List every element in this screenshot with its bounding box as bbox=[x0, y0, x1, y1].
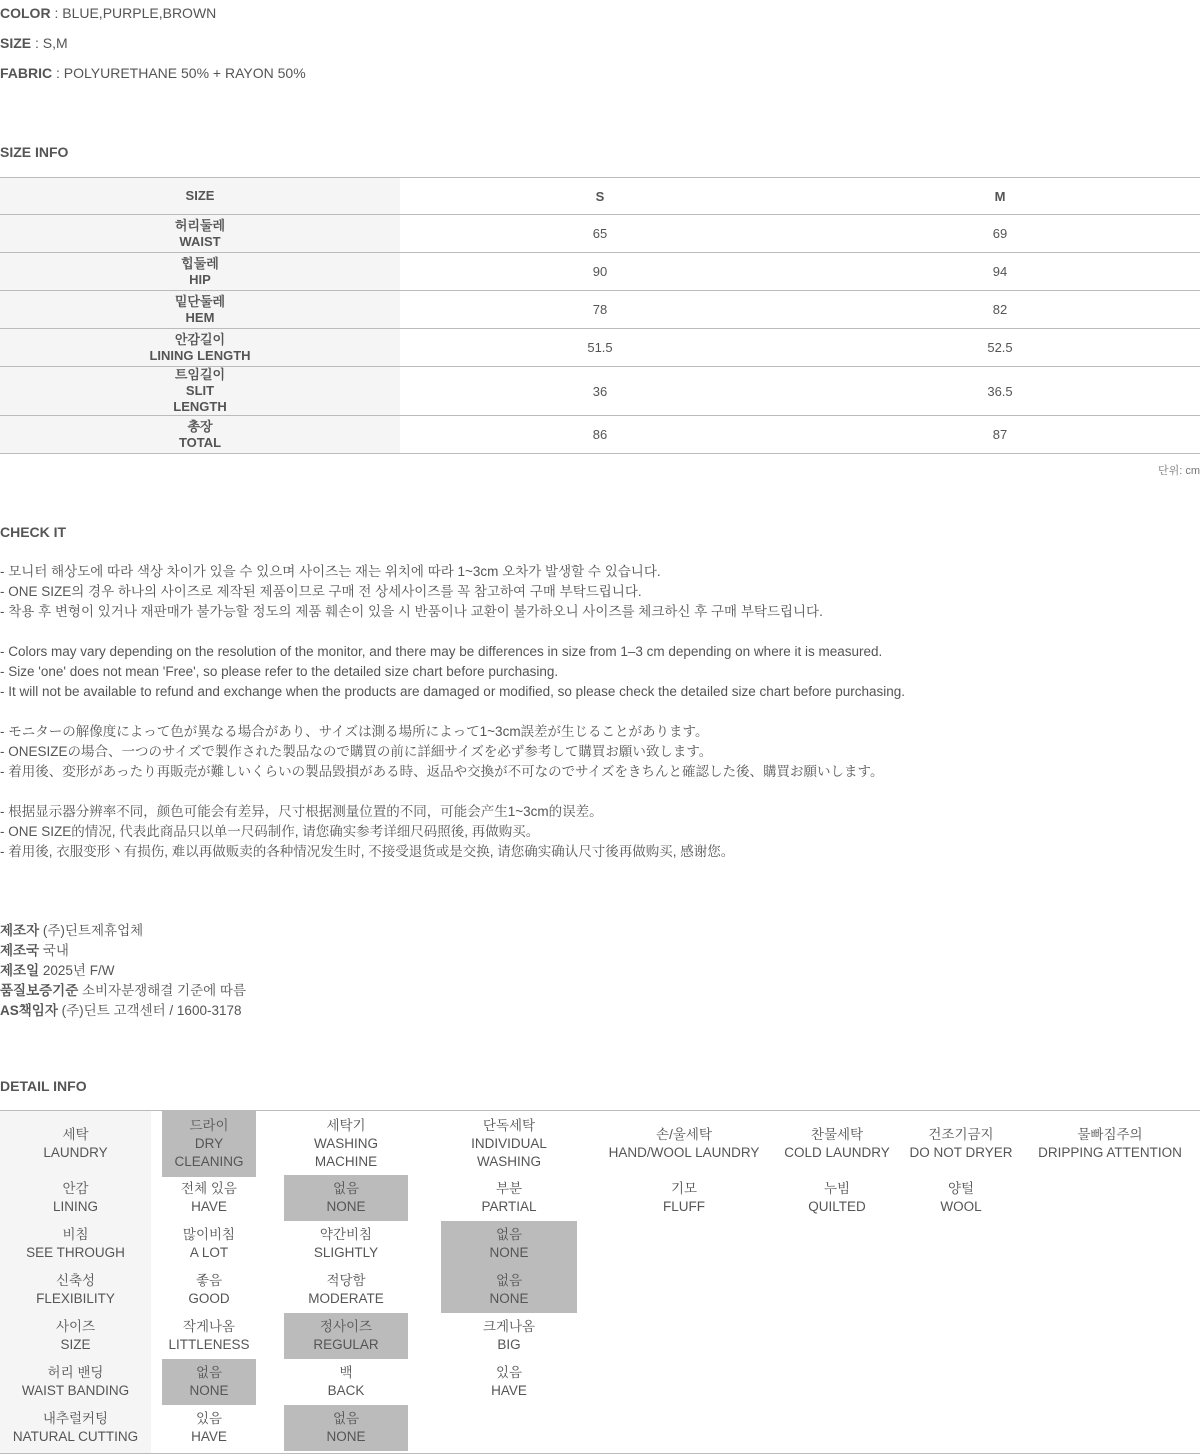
detail-label-ko: 단독세탁 bbox=[482, 1118, 536, 1133]
detail-label-en: BIG bbox=[497, 1337, 521, 1352]
detail-label-en: SEE THROUGH bbox=[26, 1245, 125, 1260]
detail-cell-selected bbox=[284, 1175, 408, 1221]
detail-row-header bbox=[0, 1359, 151, 1405]
manufacturer-line bbox=[0, 941, 246, 961]
detail-cell bbox=[162, 1313, 256, 1359]
check-it-line: - ONE SIZE的情况, 代表此商品只以单一尺码制作, 请您确实参考详细尺码照後, 再做购买。 bbox=[0, 824, 540, 839]
detail-label-en: QUILTED bbox=[808, 1199, 866, 1214]
detail-cell bbox=[441, 1175, 577, 1221]
detail-label-ko: 약간비침 bbox=[319, 1227, 373, 1242]
size-row-label-en: LENGTH bbox=[173, 399, 227, 414]
size-header-label: SIZE bbox=[0, 178, 400, 215]
check-it-notes bbox=[0, 562, 905, 862]
detail-label-ko: 누빔 bbox=[823, 1181, 851, 1196]
detail-row-header bbox=[0, 1405, 151, 1451]
detail-row-header bbox=[0, 1313, 151, 1359]
detail-cell bbox=[284, 1359, 408, 1405]
detail-label-ko: 정사이즈 bbox=[319, 1319, 373, 1334]
detail-label-ko: 없음 bbox=[195, 1365, 223, 1380]
detail-row-header bbox=[0, 1175, 151, 1221]
size-row-label-ko: 밑단둘레 bbox=[174, 293, 226, 309]
size-header-s: S bbox=[400, 178, 800, 215]
size-row-label-en: HIP bbox=[189, 271, 211, 287]
check-it-line: - 착용 후 변형이 있거나 재판매가 불가능할 정도의 제품 훼손이 있을 시 반품이나 교환이 불가하오니 사이즈를 체크하신 후 구매 부탁드립니다. bbox=[0, 604, 823, 619]
detail-label-ko: 비침 bbox=[62, 1227, 89, 1242]
detail-cell bbox=[902, 1111, 1020, 1177]
size-table-header bbox=[0, 178, 1200, 215]
detail-label-en: DRY bbox=[194, 1136, 224, 1151]
detail-cell bbox=[162, 1221, 256, 1267]
spec-label: FABRIC bbox=[0, 65, 53, 81]
detail-cell bbox=[284, 1267, 408, 1313]
detail-label-en: PARTIAL bbox=[481, 1199, 537, 1214]
check-it-line: - 着用後、変形があったり再販売が難しいくらいの製品毀損がある時、返品や交換が不可なのでサイズをきちんと確認した後、購買お願いします。 bbox=[0, 764, 884, 779]
detail-label-en: A LOT bbox=[189, 1245, 229, 1260]
size-row-label-en: WAIST bbox=[179, 233, 221, 249]
manufacturer-label: 제조자 bbox=[0, 923, 40, 938]
detail-label-en: HAVE bbox=[491, 1383, 527, 1398]
detail-label-en: NONE bbox=[489, 1245, 529, 1260]
detail-info-title: DETAIL INFO bbox=[0, 1078, 87, 1094]
check-it-line bbox=[0, 702, 905, 722]
spec-color bbox=[0, 5, 216, 21]
size-value-m: 87 bbox=[800, 416, 1200, 454]
detail-label-ko: 있음 bbox=[495, 1365, 523, 1380]
size-row-label bbox=[0, 253, 400, 291]
check-it-line: - It will not be available to refund and exchange when the products are damaged or modified, so please check the detailed size chart before purchasing. bbox=[0, 684, 906, 699]
detail-label-en: DO NOT DRYER bbox=[909, 1145, 1013, 1160]
size-row-label bbox=[0, 416, 400, 454]
size-value-s: 65 bbox=[400, 215, 800, 253]
size-row-label-ko: 허리둘레 bbox=[174, 217, 226, 233]
detail-label-ko: 좋음 bbox=[195, 1273, 223, 1288]
detail-cell bbox=[902, 1175, 1020, 1221]
detail-label-ko: 부분 bbox=[495, 1181, 523, 1196]
detail-label-ko: 신축성 bbox=[55, 1273, 96, 1288]
size-row-label-en: LINING LENGTH bbox=[149, 347, 251, 363]
detail-label-en: BACK bbox=[327, 1383, 365, 1398]
detail-label-en: MODERATE bbox=[308, 1291, 384, 1306]
detail-label-ko: 없음 bbox=[495, 1273, 523, 1288]
size-value-m: 82 bbox=[800, 291, 1200, 329]
check-it-line: - ONESIZEの場合、一つのサイズで製作された製品なので購買の前に詳細サイズを必ず参考して購買お願い致します。 bbox=[0, 744, 713, 759]
size-value-s: 36 bbox=[400, 367, 800, 416]
detail-label-en: NATURAL CUTTING bbox=[12, 1429, 139, 1444]
spec-value: : S,M bbox=[31, 35, 68, 51]
unit-note: 단위: cm bbox=[1157, 465, 1200, 477]
detail-label-en: HAND/WOOL LAUNDRY bbox=[608, 1145, 760, 1160]
detail-cell-selected bbox=[162, 1111, 256, 1177]
check-it-line: - ONE SIZE의 경우 하나의 사이즈로 제작된 제품이므로 구매 전 상세사이즈를 꼭 참고하여 구매 부탁드립니다. bbox=[0, 584, 642, 599]
spec-label: COLOR bbox=[0, 5, 51, 21]
check-it-title: CHECK IT bbox=[0, 524, 67, 540]
check-it-line bbox=[0, 622, 905, 642]
detail-label-ko: 세탁기 bbox=[326, 1118, 366, 1133]
detail-label-ko: 사이즈 bbox=[55, 1319, 96, 1334]
spec-size bbox=[0, 35, 68, 51]
manufacturer-line bbox=[0, 921, 246, 941]
size-row-label bbox=[0, 291, 400, 329]
detail-label-en: INDIVIDUAL WASHING bbox=[471, 1136, 547, 1169]
detail-label-en: NONE bbox=[326, 1429, 366, 1444]
detail-cell bbox=[162, 1405, 256, 1451]
detail-label-ko: 내추럴커팅 bbox=[42, 1411, 109, 1426]
size-info-title: SIZE INFO bbox=[0, 144, 69, 160]
detail-label-ko: 물빠짐주의 bbox=[1077, 1127, 1143, 1142]
detail-label-en: CLEANING bbox=[174, 1154, 244, 1169]
spec-label: SIZE bbox=[0, 35, 32, 51]
detail-cell bbox=[775, 1175, 899, 1221]
detail-label-ko: 많이비침 bbox=[182, 1227, 236, 1242]
detail-row-header bbox=[0, 1111, 151, 1177]
manufacturer-label: 품질보증기준 bbox=[0, 983, 79, 998]
size-value-s: 51.5 bbox=[400, 329, 800, 367]
detail-label-ko: 양털 bbox=[947, 1181, 975, 1196]
manufacturer-value: 소비자분쟁해결 기준에 따름 bbox=[78, 983, 246, 998]
detail-info-grid bbox=[0, 1110, 1200, 1454]
size-value-m: 94 bbox=[800, 253, 1200, 291]
detail-label-ko: 작게나옴 bbox=[182, 1319, 236, 1334]
check-it-line: - 根据显示器分辨率不同，颜色可能会有差异，尺寸根据测量位置的不同，可能会产生1~3cm的误差。 bbox=[0, 804, 603, 819]
detail-label-en: REGULAR bbox=[313, 1337, 379, 1352]
detail-label-en: FLEXIBILITY bbox=[36, 1291, 115, 1306]
spec-value: : BLUE,PURPLE,BROWN bbox=[50, 5, 217, 21]
check-it-line bbox=[0, 782, 905, 802]
size-row-label-ko: 안감길이 bbox=[174, 331, 226, 347]
spec-value: : POLYURETHANE 50% + RAYON 50% bbox=[52, 65, 306, 81]
size-row-label-ko: 트임길이 bbox=[174, 367, 226, 382]
detail-row-header bbox=[0, 1267, 151, 1313]
manufacturer-label: 제조일 bbox=[0, 963, 40, 978]
detail-label-en: COLD LAUNDRY bbox=[784, 1145, 890, 1160]
manufacturer-info bbox=[0, 921, 246, 1021]
detail-cell bbox=[162, 1267, 256, 1313]
size-row-label-en: SLIT bbox=[185, 383, 215, 398]
manufacturer-line bbox=[0, 961, 246, 981]
detail-label-en: WAIST BANDING bbox=[21, 1383, 130, 1398]
detail-cell-selected bbox=[441, 1221, 577, 1267]
size-row-label-ko: 힙둘레 bbox=[181, 255, 219, 271]
size-table-row bbox=[0, 329, 1200, 367]
detail-label-ko: 세탁 bbox=[62, 1127, 89, 1142]
detail-label-ko: 전체 있음 bbox=[181, 1181, 237, 1196]
size-row-label-en: TOTAL bbox=[178, 434, 222, 450]
size-value-s: 90 bbox=[400, 253, 800, 291]
detail-label-en: SIZE bbox=[60, 1337, 91, 1352]
detail-label-ko: 기모 bbox=[670, 1181, 698, 1196]
size-row-label bbox=[0, 367, 400, 416]
detail-cell-selected bbox=[284, 1313, 408, 1359]
manufacturer-value: 국내 bbox=[39, 943, 69, 958]
spec-fabric bbox=[0, 65, 306, 81]
check-it-line: - Colors may vary depending on the resolution of the monitor, and there may be differences in size from 1–3 cm depending on where it is measured. bbox=[0, 644, 883, 659]
size-table bbox=[0, 177, 1200, 454]
size-row-label bbox=[0, 215, 400, 253]
detail-cell bbox=[441, 1313, 577, 1359]
detail-cell bbox=[441, 1111, 577, 1177]
check-it-line: - Size 'one' does not mean 'Free', so please refer to the detailed size chart before purchasing. bbox=[0, 664, 559, 679]
manufacturer-label: 제조국 bbox=[0, 943, 40, 958]
detail-cell bbox=[594, 1175, 774, 1221]
manufacturer-line bbox=[0, 981, 246, 1001]
detail-cell bbox=[775, 1111, 899, 1177]
size-table-row bbox=[0, 367, 1200, 416]
detail-label-en: NONE bbox=[189, 1383, 229, 1398]
size-value-s: 86 bbox=[400, 416, 800, 454]
detail-label-en: NONE bbox=[326, 1199, 366, 1214]
size-table-row bbox=[0, 253, 1200, 291]
manufacturer-label: AS책임자 bbox=[0, 1003, 58, 1018]
detail-cell bbox=[162, 1175, 256, 1221]
size-value-m: 69 bbox=[800, 215, 1200, 253]
detail-label-ko: 찬물세탁 bbox=[810, 1127, 864, 1142]
detail-label-ko: 허리 밴딩 bbox=[47, 1365, 104, 1380]
size-row-label-en: HEM bbox=[185, 309, 215, 325]
detail-label-en: SLIGHTLY bbox=[313, 1245, 379, 1260]
detail-label-ko: 있음 bbox=[195, 1411, 223, 1426]
detail-cell-selected bbox=[284, 1405, 408, 1451]
detail-label-ko: 없음 bbox=[332, 1411, 360, 1426]
manufacturer-line bbox=[0, 1001, 246, 1021]
detail-label-ko: 없음 bbox=[495, 1227, 523, 1242]
size-table-row bbox=[0, 215, 1200, 253]
size-table-row bbox=[0, 291, 1200, 329]
size-row-label-ko: 총장 bbox=[187, 418, 213, 434]
detail-cell bbox=[284, 1111, 408, 1177]
detail-label-en: DRIPPING ATTENTION bbox=[1038, 1145, 1182, 1160]
check-it-line: - 着用後, 衣服变形丶有损伤, 难以再做贩卖的各种情况发生时, 不接受退货或是交换, 请您确实确认尺寸後再做购买, 感谢您。 bbox=[0, 844, 735, 859]
detail-label-ko: 크게나옴 bbox=[482, 1319, 536, 1334]
detail-cell bbox=[1022, 1111, 1198, 1177]
detail-cell-selected bbox=[162, 1359, 256, 1405]
manufacturer-value: (주)딘트 고객센터 / 1600-3178 bbox=[57, 1003, 242, 1018]
size-table-row bbox=[0, 416, 1200, 454]
detail-label-en: NONE bbox=[489, 1291, 529, 1306]
detail-label-en: LINING bbox=[52, 1199, 98, 1214]
manufacturer-value: 2025년 F/W bbox=[39, 963, 115, 978]
detail-row-header bbox=[0, 1221, 151, 1267]
detail-label-ko: 없음 bbox=[332, 1181, 360, 1196]
detail-label-ko: 안감 bbox=[62, 1181, 89, 1196]
size-value-s: 78 bbox=[400, 291, 800, 329]
detail-label-ko: 드라이 bbox=[189, 1118, 229, 1133]
detail-label-en: HAVE bbox=[191, 1199, 227, 1214]
detail-label-en: HAVE bbox=[191, 1429, 227, 1444]
size-row-label bbox=[0, 329, 400, 367]
detail-label-en: FLUFF bbox=[663, 1199, 705, 1214]
check-it-line: - モニターの解像度によって色が異なる場合があり、サイズは測る場所によって1~3cm誤差が生じることがあります。 bbox=[0, 724, 709, 739]
size-value-m: 52.5 bbox=[800, 329, 1200, 367]
detail-cell bbox=[441, 1359, 577, 1405]
detail-label-en: WOOL bbox=[940, 1199, 982, 1214]
detail-cell-selected bbox=[441, 1267, 577, 1313]
detail-label-en: WASHING MACHINE bbox=[314, 1136, 378, 1169]
check-it-line: - 모니터 해상도에 따라 색상 차이가 있을 수 있으며 사이즈는 재는 위치에 따라 1~3cm 오차가 발생할 수 있습니다. bbox=[0, 564, 661, 579]
size-value-m: 36.5 bbox=[800, 367, 1200, 416]
size-header-m: M bbox=[800, 178, 1200, 215]
detail-label-ko: 적당함 bbox=[326, 1273, 366, 1288]
detail-label-ko: 백 bbox=[339, 1365, 353, 1380]
detail-label-en: LAUNDRY bbox=[43, 1145, 108, 1160]
detail-cell bbox=[284, 1221, 408, 1267]
manufacturer-value: (주)딘트제휴업체 bbox=[39, 923, 144, 938]
detail-label-en: GOOD bbox=[188, 1291, 230, 1306]
detail-label-ko: 손/울세탁 bbox=[656, 1127, 712, 1142]
detail-cell bbox=[594, 1111, 774, 1177]
detail-label-en: LITTLENESS bbox=[168, 1337, 250, 1352]
detail-label-ko: 건조기금지 bbox=[928, 1127, 994, 1142]
